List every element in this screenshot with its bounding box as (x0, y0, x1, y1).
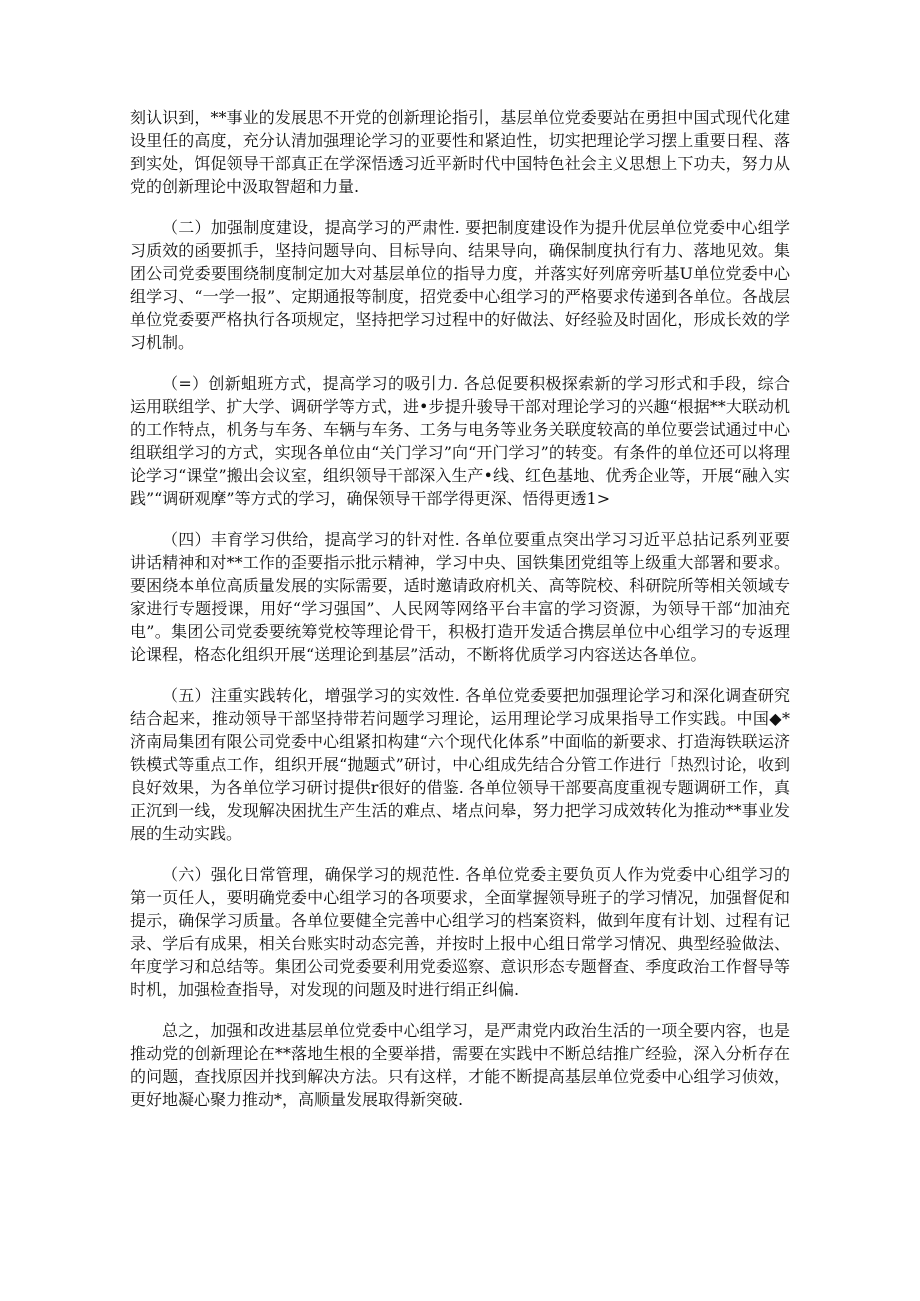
paragraph-section-4: （四）丰育学习供给，提高学习的针对性. 各单位要重点突出学习习近平总拈记系列亚要讲话精神和对**工作的歪要指示批示精神，学习中央、国铁集团党组等上级重大部署和要求。要困绕本单位高质量发展的实际需要，适时邀请政府机关、高等院校、科研院所等相关领域专家进行专题授课，用好“学习强国”、人民网等网络平台丰富的学习资源，为领导干部“加油充电”。集团公司党委要统筹党校等理论骨干，积极打造开发适合携层单位中心组学习的专返理论课程，格态化组织开展“送理论到基层”活动，不断将优质学习内容送达各单位。 (130, 530, 790, 664)
document-body (130, 106, 790, 1111)
paragraph-section-3: （=）创新蛆班方式，提高学习的吸引力. 各总促要积极探索新的学习形式和手段，综合运用联组学、扩大学、调研学等方式，进•步提升骏导干部对理论学习的兴趣“根据**大联动机的工作特点，机务与车务、车辆与车务、工务与电务等业务关联度较高的单位要尝试通过中心组联组学习的方式，实现各单位由“关门学习”向“开门学习”的转变。有条件的单位还可以将理论学习“课堂”搬出会议室，组织领导干部深入生产•线、红色基地、优秀企业等，开展“融入实践”“调研观摩”等方式的学习，确保领导干部学得更深、悟得更透1> (130, 374, 790, 508)
paragraph-continuation: 刻认识到，**事业的发展思不开党的创新理论指引，基层单位党委要站在勇担中国式现代化建设里任的高度，充分认清加强理论学习的亚要性和紧迫性，切实把理论学习摆上重要日程、落到实处，饵促领导干部真正在学深悟透习近平新时代中国特色社会主义思想上下功夫，努力从党的创新理论中汲取智超和力量. (130, 108, 790, 196)
paragraph-closing: 总之，加强和改进基层单位党委中心组学习，是严肃党内政治生活的一项全要内容，也是推动党的创新理论在**落地生根的全要举措，需要在实践中不断总结推广经验，深入分析存在的问题，查找原因并找到解决方法。只有这样，才能不断提高基层单位党委中心组学习侦效，更好地凝心聚力推动*，高顺量发展取得新突破. (130, 1021, 790, 1109)
paragraph-section-6: （六）强化日常管理，确保学习的规范性. 各单位党委主要负页人作为党委中心组学习的第一页任人，要明确党委中心组学习的各项要求，全面掌握领导班子的学习情况，加强督促和提示，确保学习质量。各单位要健全完善中心组学习的档案资料，做到年度有计划、过程有记录、学后有成果，相关台账实时动态完善，并按时上报中心组日常学习情况、典型经验做法、年度学习和总结等。集团公司党委要利用党委巡察、意识形态专题督查、季度政治工作督导等时机，加强检查指导，对发现的问题及时进行绢正纠偏. (130, 865, 790, 999)
paragraph-section-2: （二）加强制度建设，提高学习的严肃性. 要把制度建设作为提升优层单位党委中心组学习质效的函要抓手，坚持问题导向、目标导向、结果导向，确保制度执行有力、落地见效。集团公司党委要围绕制度制定加大对基层单位的指导力度，并落实好列席旁听基U单位党委中心组学习、“一学一报”、定期通报等制度，招党委中心组学习的严格要求传递到各单位。各战层单位党委要严格执行各项规定，坚持把学习过程中的好做法、好经验及时固化，形成长效的学习机制。 (130, 218, 790, 352)
paragraph-section-5: （五）注重实践转化，增强学习的实效性. 各单位党委要把加强理论学习和深化调查研究结合起来，推动领导干部坚持带若问题学习理论，运用理论学习成果指导工作实践。中国◆*济南局集团有限公司党委中心组紧扣构建“六个现代化体系”中面临的新要求、打造海铁联运济铁模式等重点工作，组织开展“抛题式”研讨，中心组成先结合分管工作进行「热烈讨论，收到良好效果，为各单位学习研讨提供r很好的借鉴. 各单位领导干部要高度重视专题调研工作，真正沉到一线，发现解决困扰生产生活的难点、堵点问皋，努力把学习成效转化为推动**事业发展的生动实践。 (130, 686, 790, 843)
